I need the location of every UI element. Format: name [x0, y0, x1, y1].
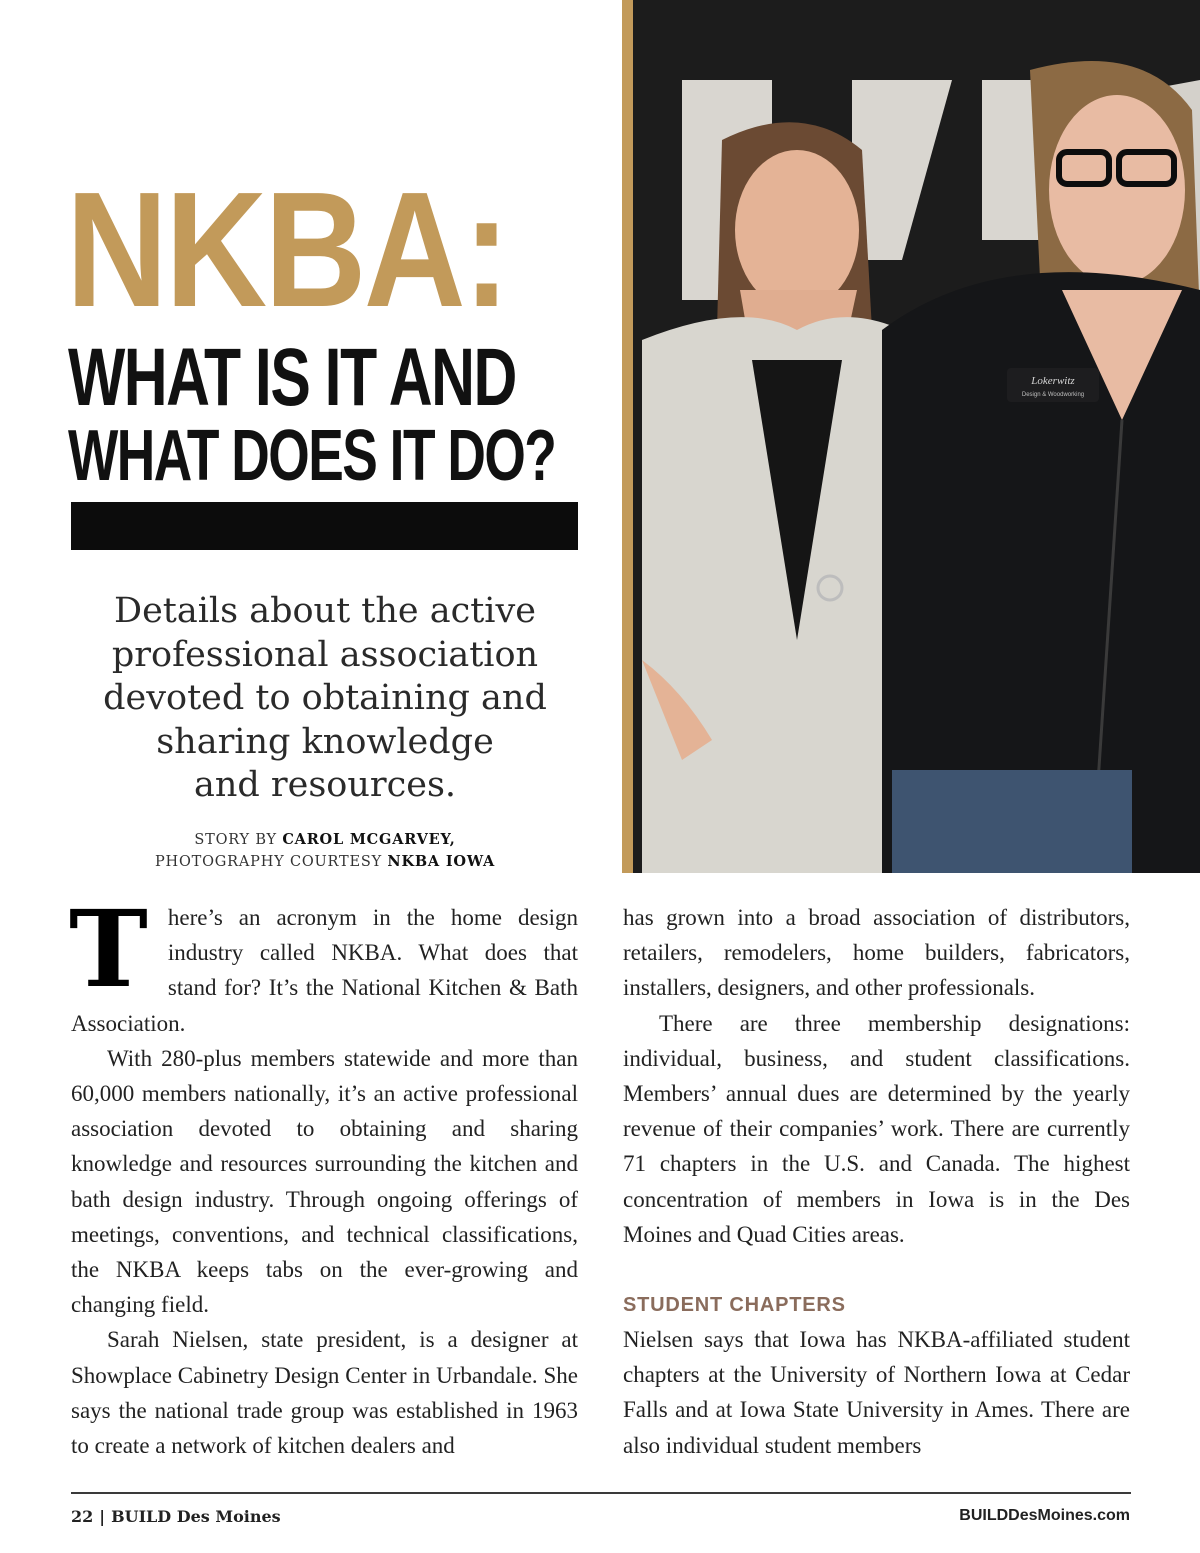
- headline-main: NKBA:: [66, 158, 508, 341]
- photo-credit: [70, 851, 580, 873]
- article-paragraph: Sarah Nielsen, state president, is a designer at Showplace Cabinetry Design Center in Urbandale. She says the national trade group was established in 1963 to create a network of kitchen dealers and: [71, 1327, 578, 1459]
- article-paragraph: has grown into a broad association of distributors, retailers, remodelers, home builders, fabricators, installers, designers, and other professionals.: [623, 905, 1130, 1001]
- feature-photo: [622, 0, 1200, 873]
- headline-sub-line-1: WHAT IS IT AND: [68, 332, 516, 423]
- drop-cap: T: [69, 886, 148, 1011]
- photo-source: NKBA IOWA: [387, 853, 496, 870]
- person-left-face: [735, 150, 859, 310]
- jacket-logo-subtext: Design & Woodworking: [1021, 392, 1085, 398]
- jeans: [892, 770, 1132, 873]
- page-number: 22: [71, 1507, 94, 1526]
- photo-gold-edge: [622, 0, 633, 873]
- article-paragraph: With 280-plus members statewide and more than 60,000 members nationally, it’s an active professional association devoted to obtaining and sharing knowledge and resources surrounding the kitchen and bath design industry. Through ongoing offerings of meetings, conventions, and technical classifications, the NKBA keeps tabs on the ever-growing and changing field.: [71, 1045, 578, 1318]
- deck-line: professional association: [111, 634, 539, 675]
- footer-divider: [71, 1492, 1131, 1494]
- photo-illustration: [622, 0, 1200, 873]
- byline: [70, 829, 580, 873]
- article-paragraph-text: here’s an acronym in the home design industry called NKBA. What does that stand for? It’s the National Kitchen & Bath Association.: [71, 905, 578, 1036]
- deck-line: and resources.: [193, 765, 457, 805]
- article-paragraph: [69, 886, 578, 1041]
- publication-name: BUILD Des Moines: [111, 1507, 281, 1526]
- story-credit: [70, 829, 580, 851]
- story-author: CAROL MCGARVEY,: [282, 831, 456, 848]
- deck-line: devoted to obtaining and: [103, 678, 547, 718]
- person-right-face: [1049, 95, 1185, 285]
- article-paragraph: Nielsen says that Iowa has NKBA-affiliated student chapters at the University of Northern Iowa at Cedar Falls and at Iowa State University in Ames. There are also individual student members: [623, 1327, 1130, 1458]
- story-credit-prefix: STORY BY: [194, 832, 283, 848]
- article-column-1: [69, 886, 578, 1463]
- headline-sub-line-2: WHAT DOES IT DO?: [68, 416, 556, 496]
- section-subhead: STUDENT CHAPTERS: [623, 1294, 846, 1317]
- jacket-logo-text: Lokerwitz: [1031, 375, 1075, 387]
- deck-line: sharing knowledge: [156, 721, 494, 762]
- footer-separator: |: [99, 1507, 106, 1526]
- footer-website: BUILDDesMoines.com: [959, 1507, 1130, 1524]
- photo-credit-prefix: PHOTOGRAPHY COURTESY: [154, 854, 388, 870]
- article-paragraph: There are three membership designations: individual, business, and student classifications. Members’ annual dues are determined by the yearly revenue of their companies’ work. There are currently 71 chapters in the U.S. and Canada. The highest concentration of members in Iowa is in the Des Moines and Quad Cities areas.: [623, 1010, 1130, 1247]
- deck-text: [70, 590, 580, 808]
- footer-folio: [71, 1507, 281, 1526]
- headline-divider-bar: [71, 502, 578, 550]
- article-column-2: [623, 900, 1130, 1463]
- deck-line: Details about the active: [114, 591, 536, 631]
